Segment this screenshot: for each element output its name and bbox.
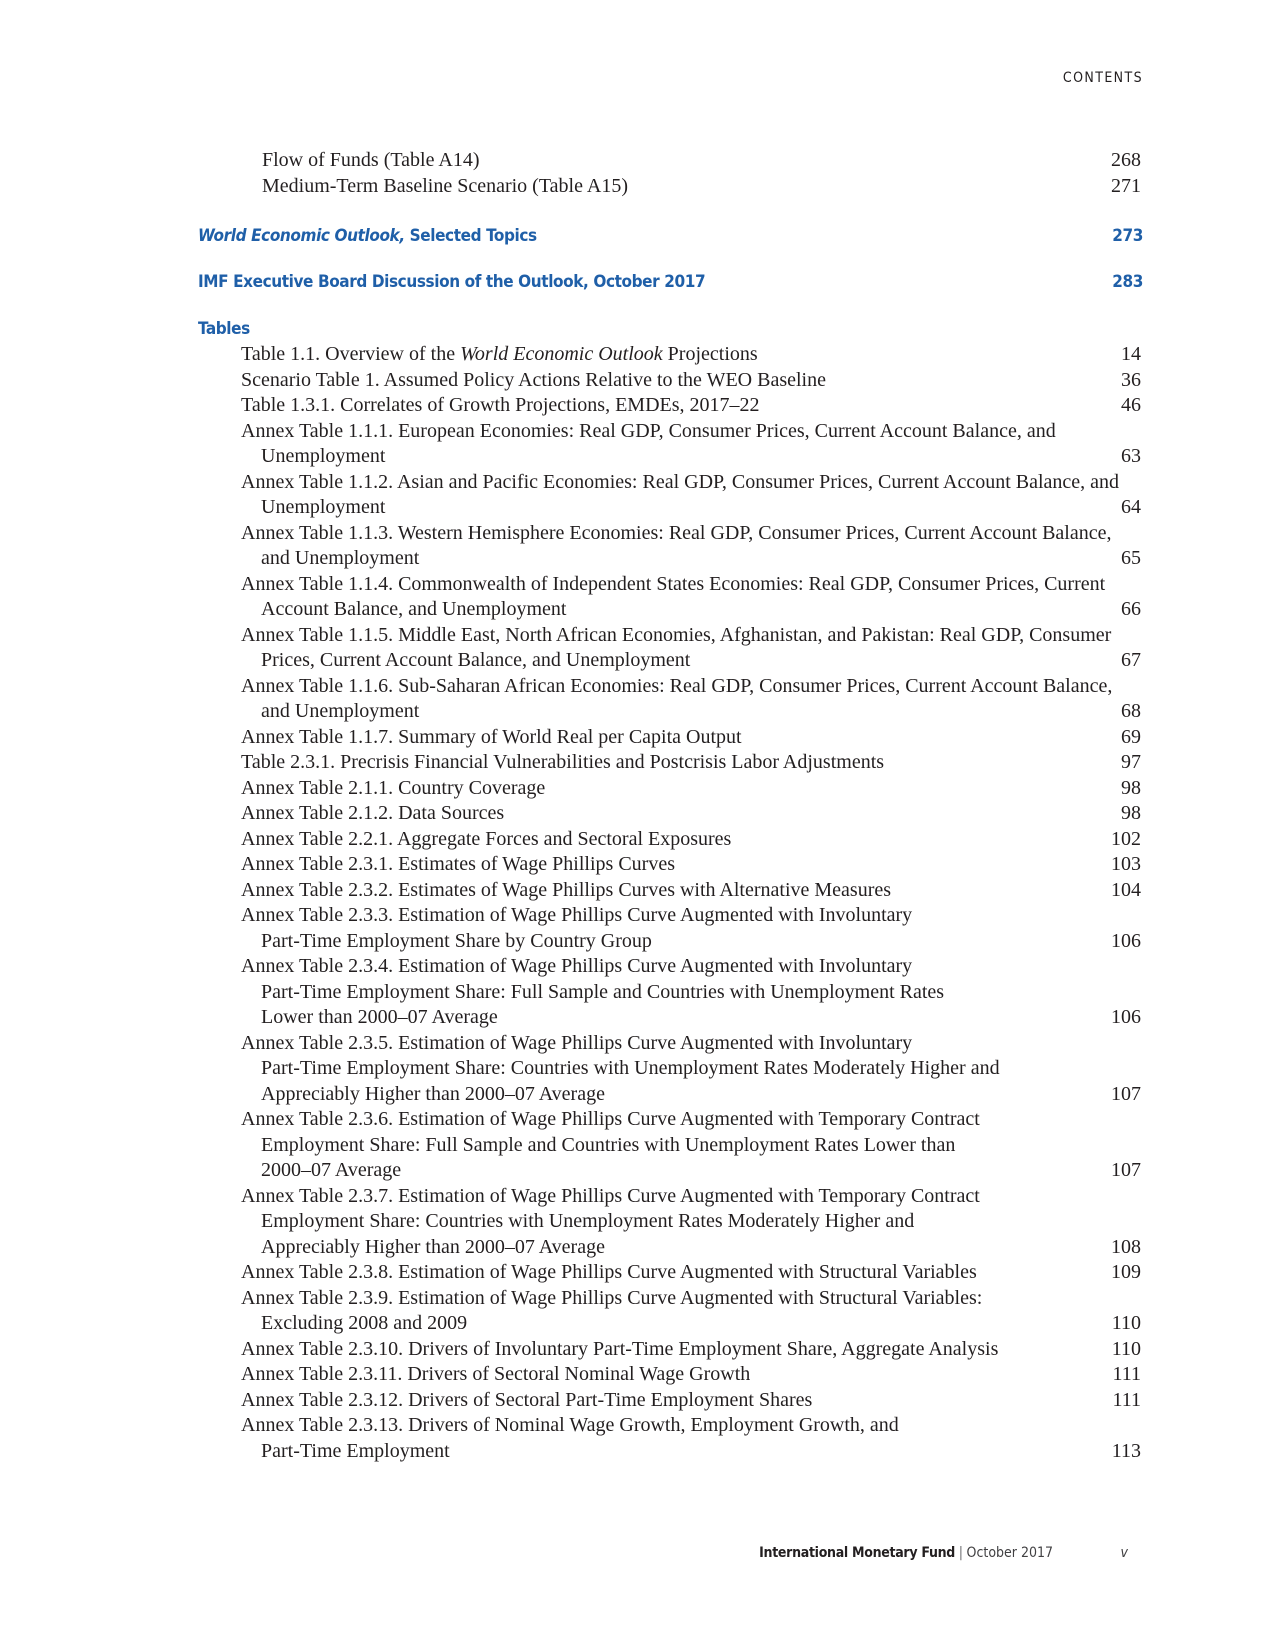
table-entry-title [241, 878, 891, 904]
table-entry-title-line: Annex Table 1.1.1. European Economies: Real GDP, Consumer Prices, Current Account Balance, and [241, 419, 1056, 442]
section-heading-board-discussion [198, 272, 1143, 292]
table-entry-title-line: 2000–07 Average [261, 1159, 402, 1181]
table-entry-title [241, 827, 731, 853]
table-entry-page: 106 [1111, 929, 1141, 952]
table-entry-title [241, 1388, 812, 1414]
toc-entry-title: Medium-Term Baseline Scenario (Table A15) [262, 175, 628, 197]
footer-date: October 2017 [966, 1545, 1053, 1561]
running-head: CONTENTS [1062, 70, 1143, 86]
table-entry-page: 110 [1111, 1337, 1141, 1360]
section-title-rest: Selected Topics [404, 226, 537, 246]
table-entry-title [241, 1286, 982, 1337]
table-entry-page: 98 [1121, 776, 1141, 799]
table-entry-page: 110 [1111, 1312, 1141, 1334]
table-entry-title-line: Annex Table 2.3.12. Drivers of Sectoral Part-Time Employment Shares [241, 1388, 813, 1411]
section-page: 273 [1112, 226, 1143, 246]
table-entry-title-line: Annex Table 2.3.7. Estimation of Wage Phillips Curve Augmented with Temporary Contract [241, 1184, 980, 1207]
table-entry-title-line: Appreciably Higher than 2000–07 Average [261, 1235, 605, 1258]
table-entry-title-line: Table 2.3.1. Precrisis Financial Vulnerabilities and Postcrisis Labor Adjustments [241, 751, 885, 773]
table-entry-title-line: Annex Table 1.1.5. Middle East, North African Economies, Afghanistan, and Pakistan: Real GDP, Consumer [241, 623, 1112, 646]
table-entry-title [241, 393, 760, 419]
table-entry-title [241, 776, 545, 802]
table-entry-title-line: and Unemployment [261, 700, 420, 722]
table-entry-title-line: Annex Table 2.3.1. Estimates of Wage Phillips Curves [241, 853, 675, 875]
table-entry-title [241, 1107, 980, 1184]
table-entry-title-line: Annex Table 1.1.3. Western Hemisphere Economies: Real GDP, Consumer Prices, Current Account Balance, [241, 521, 1112, 544]
table-entry-title-line: Annex Table 1.1.4. Commonwealth of Independent States Economies: Real GDP, Consumer Prices, Current [241, 572, 1106, 595]
toc-entry-page: 271 [1111, 175, 1141, 197]
table-entry-page: 64 [1121, 496, 1141, 518]
section-title-italic: World Economic Outlook, [198, 226, 405, 246]
table-entry-title-line: Annex Table 2.3.2. Estimates of Wage Phillips Curves with Alternative Measures [241, 878, 892, 901]
table-entry-page: 102 [1111, 827, 1141, 850]
table-entry-title-line: Part-Time Employment Share: Full Sample and Countries with Unemployment Rates [261, 980, 945, 1003]
table-entry-title-line: and Unemployment [261, 547, 420, 569]
table-entry-title-line: Annex Table 2.3.8. Estimation of Wage Phillips Curve Augmented with Structural Variables [241, 1261, 977, 1283]
table-entry-title [241, 521, 1112, 572]
table-entry-title-line: Employment Share: Full Sample and Countries with Unemployment Rates Lower than [261, 1133, 956, 1156]
table-entry-page: 104 [1111, 878, 1141, 901]
table-entry-title-line: Part-Time Employment Share: Countries with Unemployment Rates Moderately Higher and [261, 1057, 1000, 1079]
footer-separator: | [958, 1545, 963, 1561]
table-entry-title-line: Part-Time Employment Share by Country Group [261, 929, 652, 952]
footer-page-number: v [1120, 1545, 1128, 1561]
table-entry-title-line: Annex Table 2.3.13. Drivers of Nominal Wage Growth, Employment Growth, and [241, 1414, 899, 1436]
table-entry-title-line: Annex Table 2.3.4. Estimation of Wage Phillips Curve Augmented with Involuntary [241, 955, 913, 977]
table-entry-title-line: Annex Table 2.3.6. Estimation of Wage Phillips Curve Augmented with Temporary Contract [241, 1108, 980, 1130]
table-entry-title [241, 801, 504, 827]
table-entry-title [241, 903, 912, 954]
table-entry-page: 103 [1111, 853, 1141, 875]
table-entry-title-line: Annex Table 2.3.11. Drivers of Sectoral Nominal Wage Growth [241, 1363, 751, 1385]
table-entry-page: 14 [1121, 343, 1141, 365]
table-entry-page: 109 [1111, 1261, 1141, 1283]
table-entry-title-line: Annex Table 2.3.5. Estimation of Wage Phillips Curve Augmented with Involuntary [241, 1031, 913, 1054]
table-entry-page: 107 [1111, 1159, 1141, 1181]
table-entry-page: 108 [1111, 1235, 1141, 1258]
table-entry-title [241, 852, 675, 878]
table-entry-page: 65 [1121, 547, 1141, 569]
table-entry-title-line: Table 1.3.1. Correlates of Growth Projections, EMDEs, 2017–22 [241, 394, 760, 416]
table-entry-title-line: Part-Time Employment [261, 1439, 450, 1462]
table-entry-title-line: Annex Table 1.1.7. Summary of World Real per Capita Output [241, 725, 742, 748]
table-entry-title-line: Account Balance, and Unemployment [261, 598, 567, 620]
table-entry-title-line: Appreciably Higher than 2000–07 Average [261, 1082, 605, 1105]
table-entry-title [241, 368, 826, 394]
table-entry-page: 36 [1121, 368, 1141, 391]
footer-organization: International Monetary Fund [759, 1545, 955, 1561]
table-entry-title-line: Annex Table 1.1.2. Asian and Pacific Economies: Real GDP, Consumer Prices, Current Account Balance, and [241, 470, 1120, 493]
table-entry-page: 66 [1121, 598, 1141, 620]
table-entry-title-line: Annex Table 2.1.1. Country Coverage [241, 776, 546, 799]
table-entry-title [241, 954, 944, 1031]
toc-entry-title: Flow of Funds (Table A14) [262, 149, 480, 171]
table-entry-page: 113 [1111, 1439, 1141, 1462]
table-entry-title-line: Table 1.1. Overview of the World Economic Outlook Projections [241, 343, 758, 365]
table-entry-title-line: Annex Table 2.3.3. Estimation of Wage Phillips Curve Augmented with Involuntary [241, 904, 913, 926]
table-entry-title-line: Prices, Current Account Balance, and Unemployment [261, 649, 691, 671]
table-entry-page: 107 [1111, 1082, 1141, 1105]
table-entry-title [241, 1337, 998, 1363]
table-entry-page: 106 [1111, 1006, 1141, 1028]
table-entry-title [241, 1184, 980, 1261]
toc-entry-page: 268 [1111, 149, 1141, 171]
table-entry-title [241, 572, 1105, 623]
table-entry-title-line: Annex Table 2.3.10. Drivers of Involuntary Part-Time Employment Share, Aggregate Analysis [241, 1337, 999, 1360]
table-entry-title [241, 674, 1112, 725]
table-entry-title [241, 1031, 1000, 1108]
section-page: 283 [1112, 272, 1143, 292]
table-entry-page: 97 [1121, 751, 1141, 773]
section-heading-selected-topics [198, 226, 1143, 246]
table-entry-title-line: Employment Share: Countries with Unemployment Rates Moderately Higher and [261, 1210, 915, 1232]
table-entry-title [241, 725, 742, 751]
table-entry-title [241, 1362, 750, 1388]
table-entry-title-line: Excluding 2008 and 2009 [261, 1312, 468, 1334]
table-entry-title-line: Annex Table 2.2.1. Aggregate Forces and Sectoral Exposures [241, 827, 732, 850]
table-entry-title-line: Scenario Table 1. Assumed Policy Actions Relative to the WEO Baseline [241, 368, 826, 391]
table-entry-title [241, 623, 1111, 674]
section-title: IMF Executive Board Discussion of the Outlook, October 2017 [198, 272, 706, 292]
table-entry-page: 111 [1112, 1388, 1141, 1411]
table-entry-title-line: Annex Table 2.1.2. Data Sources [241, 802, 505, 824]
table-entry-title [241, 750, 884, 776]
tables-heading-label: Tables [198, 319, 250, 339]
table-entry-page: 68 [1121, 700, 1141, 722]
table-entry-page: 111 [1112, 1363, 1141, 1385]
table-entry-title-line: Lower than 2000–07 Average [261, 1006, 498, 1028]
table-entry-title [241, 1413, 899, 1464]
table-entry-page: 67 [1121, 649, 1141, 671]
weo-italic: World Economic Outlook [460, 343, 663, 365]
table-entry-title [241, 342, 758, 368]
table-entry-page: 63 [1121, 445, 1141, 467]
table-entry-title-line: Annex Table 1.1.6. Sub-Saharan African Economies: Real GDP, Consumer Prices, Current Account Balance, [241, 674, 1113, 697]
table-entry-page: 98 [1121, 802, 1141, 824]
table-entry-title [241, 419, 1056, 470]
table-entry-title-line: Annex Table 2.3.9. Estimation of Wage Phillips Curve Augmented with Structural Variables: [241, 1286, 983, 1309]
table-entry-title [241, 1260, 977, 1286]
table-entry-page: 46 [1121, 394, 1141, 416]
table-entry-title-line: Unemployment [261, 496, 386, 518]
table-entry-title-line: Unemployment [261, 445, 386, 467]
tables-heading [198, 319, 1143, 339]
table-entry-page: 69 [1121, 725, 1141, 748]
table-entry-title [241, 470, 1119, 521]
